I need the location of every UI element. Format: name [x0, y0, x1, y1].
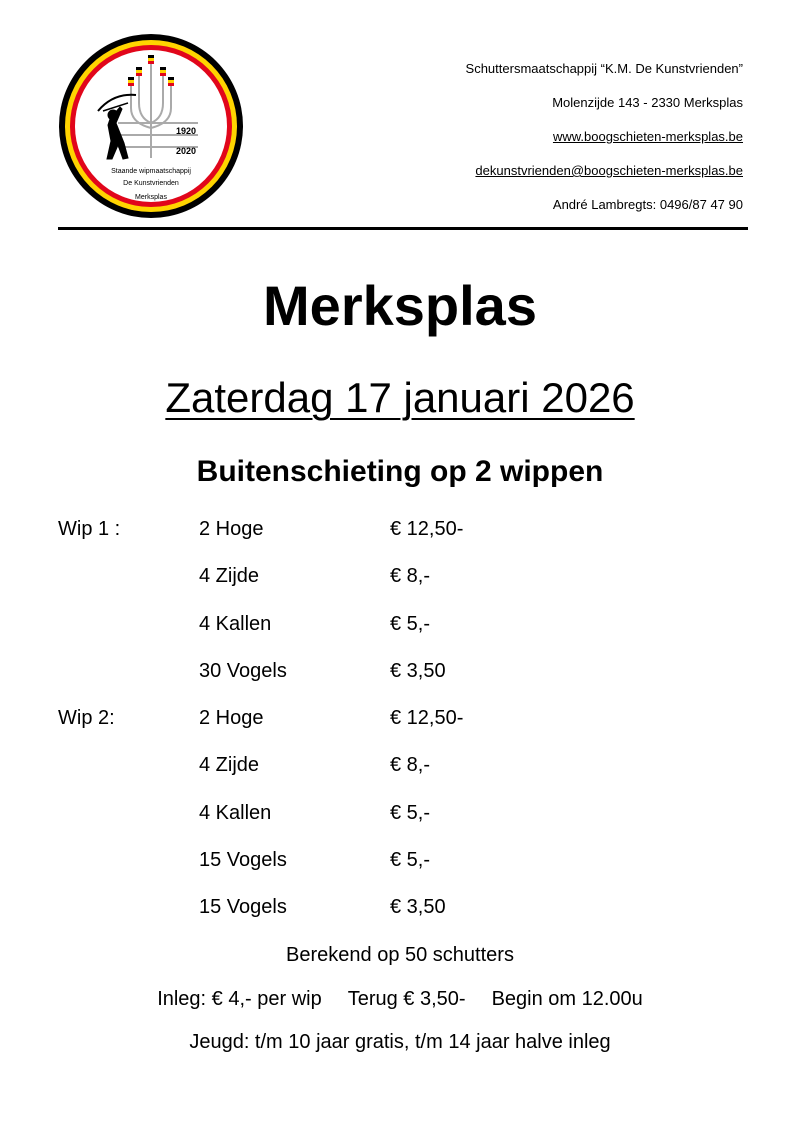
prize-amount: € 5,-	[390, 612, 431, 635]
header-divider	[58, 227, 748, 230]
contact-website-link[interactable]: www.boogschieten-merksplas.be	[552, 129, 743, 144]
contact-address: Molenzijde 143 - 2330 Merksplas	[552, 95, 743, 110]
logo-line3: Merksplas	[135, 194, 167, 201]
logo-year-end: 2020	[176, 146, 197, 156]
club-logo	[58, 33, 244, 219]
prize-amount: € 12,50-	[390, 518, 464, 540]
prize-category: 4 Zijde	[199, 565, 260, 588]
logo-year-start: 1920	[176, 126, 197, 136]
prize-row	[58, 512, 658, 559]
inleg-text: Inleg: € 4,- per wip	[157, 988, 322, 1010]
prize-category: 15 Vogels	[199, 849, 287, 872]
event-subtitle: Buitenschieting op 2 wippen	[196, 455, 604, 488]
prize-row	[58, 559, 658, 606]
prize-amount: € 12,50-	[390, 707, 464, 730]
prize-row	[58, 748, 658, 795]
prize-amount: € 5,-	[390, 849, 431, 872]
calculated-note: Berekend op 50 schutters	[286, 944, 514, 966]
event-date-text: Zaterdag 17 januari 2026	[165, 374, 635, 421]
prize-amount: € 3,50	[390, 659, 446, 682]
prize-amount: € 3,50	[390, 896, 446, 919]
prize-row	[58, 607, 658, 654]
logo-line2: De Kunstvrienden	[123, 180, 179, 187]
prize-list	[58, 512, 658, 938]
prize-category: 2 Hoge	[199, 518, 264, 540]
logo-line1: Staande wipmaatschappij	[111, 168, 191, 175]
contact-block	[466, 52, 743, 222]
prize-category: 4 Zijde	[199, 754, 260, 777]
prize-category: 30 Vogels	[199, 659, 287, 682]
prize-row	[58, 843, 658, 890]
prize-amount: € 8,-	[390, 754, 431, 777]
prize-amount: € 5,-	[390, 801, 431, 824]
prize-category: 15 Vogels	[199, 896, 287, 919]
wip-label: Wip 2:	[58, 707, 115, 730]
prize-row	[58, 890, 658, 937]
page-title: Merksplas	[263, 274, 537, 337]
prize-category: 2 Hoge	[199, 707, 264, 730]
contact-email-link[interactable]: dekunstvrienden@boogschieten-merksplas.be	[475, 163, 743, 178]
prize-category: 4 Kallen	[199, 801, 272, 824]
wip-label: Wip 1 :	[58, 518, 121, 540]
prize-row	[58, 796, 658, 843]
prize-category: 4 Kallen	[199, 612, 272, 635]
contact-phone: André Lambregts: 0496/87 47 90	[552, 197, 743, 212]
prize-amount: € 8,-	[390, 565, 431, 588]
prize-row	[58, 654, 658, 701]
contact-org: Schuttersmaatschappij “K.M. De Kunstvrienden”	[465, 61, 743, 76]
begin-text: Begin om 12.00u	[491, 988, 643, 1010]
youth-note: Jeugd: t/m 10 jaar gratis, t/m 14 jaar halve inleg	[189, 1031, 611, 1053]
fee-line	[0, 982, 800, 1016]
event-date	[0, 370, 800, 426]
terug-text: Terug € 3,50-	[347, 988, 466, 1010]
club-logo-graphic	[58, 33, 244, 219]
prize-row	[58, 701, 658, 748]
